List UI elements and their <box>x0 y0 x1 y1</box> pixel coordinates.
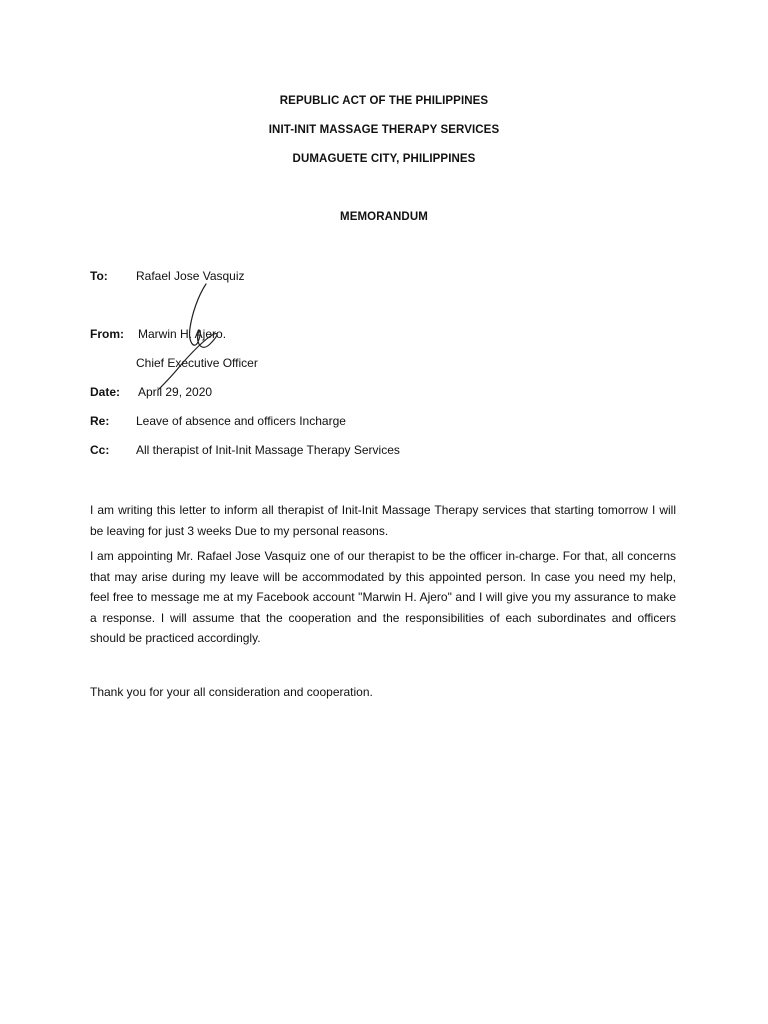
date-value: April 29, 2020 <box>138 385 213 399</box>
handwritten-signature-icon <box>140 282 250 392</box>
header-company-name: INIT-INIT MASSAGE THERAPY SERVICES <box>268 124 500 136</box>
cc-value: All therapist of Init-Init Massage Therapy Services <box>136 443 400 457</box>
from-title: Chief Executive Officer <box>136 356 258 370</box>
body-paragraph-2: I am appointing Mr. Rafael Jose Vasquiz one of our therapist to be the officer in-charge. For that, all concerns that may arise during my leave will be accommodated by this appointed person. In case you need my help, feel free to message me at my Facebook account "Marwin H. Ajero" and I will give you my assurance to make a response. I will assume that the cooperation and the responsibilities of each subordinates and officers should be practiced accordingly. <box>90 549 676 645</box>
from-value: Marwin H. Ajero. <box>138 327 227 341</box>
body-paragraph-1: I am writing this letter to inform all therapist of Init-Init Massage Therapy services that starting tomorrow I will be leaving for just 3 weeks Due to my personal reasons. <box>90 503 676 538</box>
header-republic-act: REPUBLIC ACT OF THE PHILIPPINES <box>279 95 489 107</box>
document-title: MEMORANDUM <box>340 211 428 223</box>
re-label: Re: <box>90 414 110 428</box>
to-label: To: <box>90 269 108 283</box>
header-location: DUMAGUETE CITY, PHILIPPINES <box>292 153 476 165</box>
re-value: Leave of absence and officers Incharge <box>136 414 346 428</box>
date-label: Date: <box>90 385 121 399</box>
closing-line: Thank you for your all consideration and cooperation. <box>90 685 373 699</box>
from-label: From: <box>90 327 124 341</box>
to-value: Rafael Jose Vasquiz <box>136 269 245 283</box>
cc-label: Cc: <box>90 443 110 457</box>
